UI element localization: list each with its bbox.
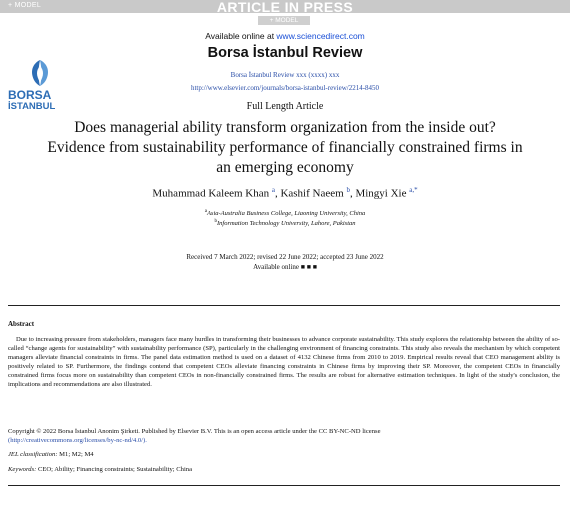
model-label-small: + MODEL bbox=[258, 16, 310, 25]
logo-text-line2: İSTANBUL bbox=[8, 101, 56, 112]
logo-text-line1: BORSA bbox=[8, 88, 52, 102]
author-name[interactable]: Muhammad Kaleem Khan bbox=[152, 187, 270, 200]
author-name[interactable]: Mingyi Xie bbox=[355, 187, 407, 200]
available-online bbox=[0, 31, 570, 41]
top-divider bbox=[8, 305, 560, 306]
license-link[interactable]: (http://creativecommons.org/licenses/by-nc-nd/4.0/). bbox=[8, 437, 147, 445]
article-history: Received 7 March 2022; revised 22 June 2022; accepted 23 June 2022 bbox=[186, 253, 384, 261]
article-title bbox=[20, 118, 550, 178]
affiliation-marker: b bbox=[214, 219, 217, 224]
author-separator: , bbox=[349, 187, 356, 200]
journal-title: Borsa İstanbul Review bbox=[207, 45, 363, 61]
keywords-label: Keywords: bbox=[8, 466, 37, 473]
article-in-press-text: ARTICLE IN PRESS bbox=[216, 0, 354, 15]
article-type: Full Length Article bbox=[246, 101, 324, 112]
jel-classification bbox=[8, 451, 94, 458]
available-online-prefix: Available online at bbox=[205, 31, 277, 41]
author-affiliation-marker[interactable]: b bbox=[346, 186, 350, 194]
copyright-text: Copyright © 2022 Borsa İstanbul Anonim Şirketi. Published by Elsevier B.V. This is an open access article under the CC BY-NC-ND license bbox=[8, 428, 381, 435]
title-line: Does managerial ability transform organization from the inside out? bbox=[74, 119, 496, 136]
journal-citation[interactable]: Borsa İstanbul Review xxx (xxxx) xxx bbox=[230, 71, 340, 79]
affiliation-marker: a bbox=[204, 209, 207, 214]
abstract-heading: Abstract bbox=[8, 320, 35, 328]
author-affiliation-marker[interactable]: a bbox=[271, 186, 275, 194]
article-in-press-banner bbox=[0, 0, 570, 13]
copyright-notice bbox=[8, 427, 560, 445]
jel-label: JEL classification: bbox=[8, 451, 58, 458]
abstract-text: Due to increasing pressure from stakeholders, managers face many hurdles in transforming their businesses to advance corporate sustainability. This study explores the relationship between the ability of so-called “change agents for sustainability” with sustainability performance (SP), particularly in the challenging environment of financing constraints. This study also reveals the mechanism by which competent managers alleviate financial constraints in firms. The panel data estimation method is used on a dataset of 4132 Chinese firms from 2010 to 2019. Empirical results reveal that CEO management ability is positively related to SP. Furthermore, the findings contend that competent CEOs alleviate financing constraints in Chinese firms by improving their SP. Moreover, the competent CEOs in financially constrained firms focus more on sustainability than competent CEOs in non-financially constrained firms. The results are robust for alternative estimation techniques. In light of the study's conclusion, the implications and recommendations are also illustrated. bbox=[8, 336, 560, 389]
available-online-date: Available online ■ ■ ■ bbox=[253, 263, 317, 271]
keywords-value: CEO; Ability; Financing constraints; Sustainability; China bbox=[36, 466, 193, 473]
bottom-divider bbox=[8, 485, 560, 486]
author-affiliation-marker[interactable]: a,* bbox=[409, 186, 418, 194]
jel-value: M1; M2; M4 bbox=[57, 451, 94, 458]
author-list bbox=[0, 186, 570, 200]
affiliation bbox=[0, 209, 570, 217]
author-separator: , bbox=[274, 187, 281, 200]
title-line: Evidence from sustainability performance of financially constrained firms in bbox=[47, 139, 523, 156]
model-label: + MODEL bbox=[8, 2, 42, 9]
title-line: an emerging economy bbox=[216, 159, 354, 176]
affiliation bbox=[0, 219, 570, 227]
keywords bbox=[8, 466, 192, 473]
affiliation-text: Information Technology University, Lahore, Pakistan bbox=[216, 220, 356, 228]
author-name[interactable]: Kashif Naeem bbox=[280, 187, 344, 200]
affiliation-text: Asia-Australia Business College, Liaoning University, China bbox=[206, 210, 366, 218]
journal-url-link[interactable]: http://www.elsevier.com/journals/borsa-istanbul-review/2214-8450 bbox=[190, 84, 380, 92]
sciencedirect-link[interactable]: www.sciencedirect.com bbox=[276, 31, 365, 41]
